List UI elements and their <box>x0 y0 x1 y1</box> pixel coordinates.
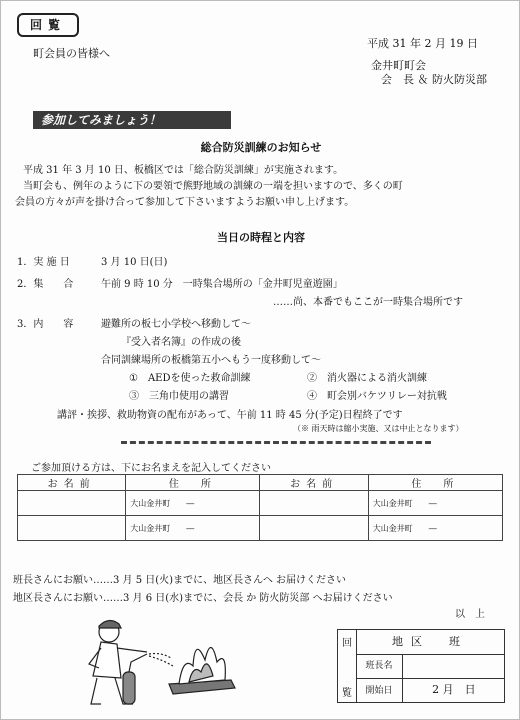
name-header: お名前 <box>18 475 126 491</box>
content-label: 3．内 容 <box>17 319 74 330</box>
intro-line-1: 平成 31 年 3 月 10 日、板橋区では「総合防災訓練」が実施されます。 <box>23 165 344 176</box>
issuer-signer: 会 長 ＆ 防火防災部 <box>381 73 487 86</box>
name-header: お名前 <box>260 475 368 491</box>
intro-line-3: 会員の方々が声を掛け合って参加して下さいますようお願い申し上げます。 <box>15 197 355 208</box>
meeting-value: 午前 9 時 10 分 一時集合場所の「金井町児童遊園」 <box>101 279 343 290</box>
signup-table <box>17 474 503 541</box>
table-row <box>18 516 503 541</box>
address-cell[interactable]: 大山金井町 ― <box>368 516 502 541</box>
end-mark: 以 上 <box>455 609 485 620</box>
stamp-ran: 覧 <box>342 688 352 699</box>
addressee: 町会員の皆様へ <box>33 47 110 60</box>
participation-banner: 参加してみましょう！ <box>33 111 231 129</box>
name-cell[interactable] <box>260 516 368 541</box>
drill-3: ③ 三角巾使用の講習 <box>129 391 229 402</box>
han-leader-request: 班長さんにお願い……3 月 5 日(火)までに、地区長さんへ お届けください <box>13 575 347 586</box>
name-cell[interactable] <box>18 516 126 541</box>
fire-drill-illustration <box>71 606 251 716</box>
drill-2: ② 消火器による消火訓練 <box>307 373 427 384</box>
circulation-stamp-box <box>337 629 505 703</box>
cut-line-divider <box>121 441 431 444</box>
drill-1: ① AEDを使った救命訓練 <box>129 373 251 384</box>
closing-line: 講評・挨拶、救助物資の配布があって、午前 11 時 45 分(予定)日程終了です <box>57 410 403 421</box>
start-date-value[interactable]: 2 月 日 <box>432 683 476 696</box>
address-header: 住 所 <box>368 475 502 491</box>
stamp-start-row <box>356 678 504 702</box>
content-line-1: 避難所の板七小学校へ移動して〜 <box>101 319 251 330</box>
address-header: 住 所 <box>126 475 260 491</box>
stamp-label-column <box>338 630 357 702</box>
signup-heading: ご参加頂ける方は、下にお名まえを記入してください <box>31 463 271 474</box>
content-line-2: 『受入者名簿』の作成の後 <box>121 337 241 348</box>
chiku-leader-request: 地区長さんにお願い……3 月 6 日(水)までに、会長 か 防火防災部 へお届けください <box>13 593 393 604</box>
meeting-label: 2．集 合 <box>17 279 74 290</box>
table-row <box>18 491 503 516</box>
address-cell[interactable]: 大山金井町 ― <box>126 516 260 541</box>
start-date-label: 開始日 <box>356 679 403 703</box>
address-cell[interactable]: 大山金井町 ― <box>368 491 502 516</box>
stamp-leader-row <box>356 654 504 679</box>
drill-4: ④ 町会別バケツリレー対抗戦 <box>307 391 447 402</box>
date-label: 1．実 施 日 <box>17 257 70 268</box>
leader-name-label: 班長名 <box>356 654 403 678</box>
circular-badge: 回覧 <box>17 13 79 37</box>
notice-title: 総合防災訓練のお知らせ <box>200 141 322 154</box>
signup-header-row <box>18 475 503 491</box>
schedule-subtitle: 当日の時程と内容 <box>217 231 305 244</box>
stamp-area-row: 地区 班 <box>356 630 504 655</box>
content-line-3: 合同訓練場所の板橋第五小へもう一度移動して〜 <box>101 355 321 366</box>
meeting-note: ……尚、本番でもここが一時集合場所です <box>273 297 463 308</box>
name-cell[interactable] <box>18 491 126 516</box>
intro-line-2: 当町会も、例年のように下の要領で熊野地域の訓練の一端を担いますので、多くの町 <box>23 181 403 192</box>
issuer-org: 金井町町会 <box>371 59 426 72</box>
name-cell[interactable] <box>260 491 368 516</box>
rain-note: （※ 雨天時は縮小実施、又は中止となります） <box>293 424 464 433</box>
stamp-kai: 回 <box>342 638 352 649</box>
issue-date: 平成 31 年 2 月 19 日 <box>367 37 478 50</box>
address-cell[interactable]: 大山金井町 ― <box>126 491 260 516</box>
date-value: 3 月 10 日(日) <box>101 257 168 268</box>
